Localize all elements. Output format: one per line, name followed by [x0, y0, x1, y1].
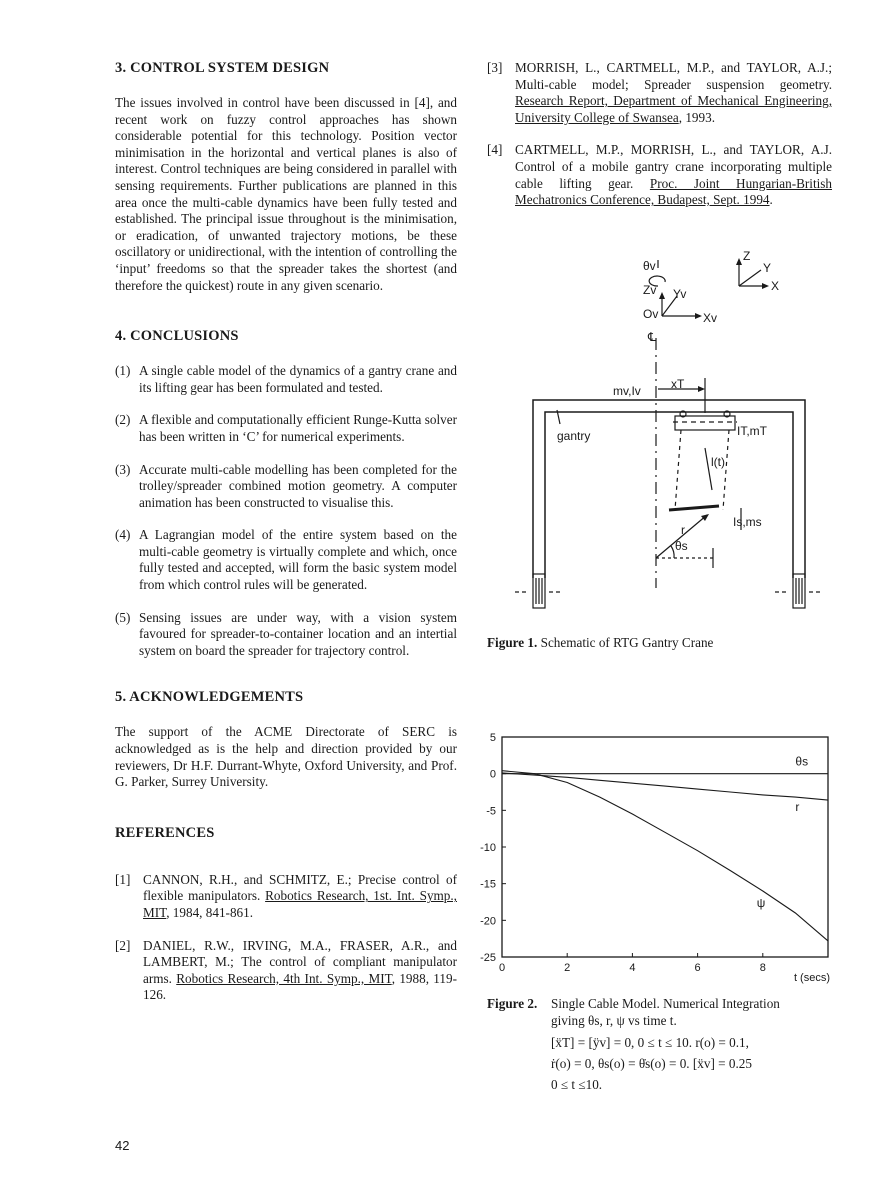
label-z: Z — [743, 249, 751, 263]
reference-authors-title: CANNON, R.H., and SCHMITZ, E.; Precise control of flexible manipulators. — [143, 871, 457, 904]
reference-text — [143, 938, 457, 1004]
xv-arrowhead — [695, 313, 702, 319]
series-label: r — [795, 800, 800, 815]
label-it-mt: IT,mT — [737, 424, 767, 438]
label-x: X — [771, 279, 780, 293]
label-theta-v: θv — [643, 259, 656, 273]
x-tick-label: 0 — [498, 962, 506, 974]
page-number: 42 — [115, 1138, 130, 1153]
x-tick-label: 4 — [629, 962, 636, 974]
section-paragraph: The support of the ACME Directorate of SERC is acknowledged as is the help and direction provided by our reviewers, Dr H.F. Durrant-Whyte, Oxford University, and Prof. G. Parker, Surrey University. — [115, 724, 457, 790]
plot-area — [480, 732, 830, 984]
y-axis-line — [739, 270, 761, 286]
label-yv: Yv — [673, 287, 687, 301]
item-number: (4) — [115, 527, 131, 543]
item-text: Accurate multi-cable modelling has been completed for the trolley/spreader combined motion geometry. A computer animation has been constructed to visualise this. — [139, 461, 457, 510]
y-tick-label: 5 — [489, 732, 496, 744]
label-is-ms: Is,ms — [733, 515, 762, 529]
item-text: Sensing issues are under way, with a vision system favoured for spreader-to-container location and an intertial system on board the spreader for trajectory control. — [139, 609, 457, 658]
reference-source: Robotics Research, 1st. Int. Symp., MIT — [143, 888, 457, 920]
x-tick-label: 8 — [759, 962, 766, 974]
plot-frame — [502, 737, 828, 957]
section-heading: REFERENCES — [115, 824, 215, 841]
zv-arrowhead — [659, 292, 665, 299]
caption-equation-line: ṙ(o) = 0, θs(o) = θ̇s(o) = 0. [ẍv] = 0.25 — [551, 1056, 752, 1071]
reference-item — [487, 142, 832, 208]
y-tick-label: 0 — [489, 768, 496, 781]
reference-source: Research Report, Department of Mechanical Engineering, University College of Swansea — [515, 93, 832, 125]
item-text: A Lagrangian model of the entire system based on the multi-cable geometry is virtually complete and which, once fully tested and accepted, will form the basic system model from which control rules will be generated. — [139, 527, 457, 593]
y-tick-label: -20 — [480, 915, 496, 928]
section-heading: 3. CONTROL SYSTEM DESIGN — [115, 60, 330, 76]
right-column — [487, 60, 832, 225]
label-mv-iv: mv,Iv — [613, 384, 641, 398]
reference-source: Proc. Joint Hungarian-British Mechatronics Conference, Budapest, Sept. 1994 — [515, 175, 833, 208]
reference-number: [1] — [115, 871, 131, 887]
spreader — [669, 506, 719, 510]
caption-equation-line: 0 ≤ t ≤10. — [551, 1077, 603, 1092]
y-tick-label: -10 — [480, 842, 496, 854]
item-text: A flexible and computationally efficient Runge-Kutta solver has been written in ‘C’ for numerical experiments. — [139, 412, 457, 444]
item-number: (1) — [115, 363, 131, 379]
caption-text: Schematic of RTG Gantry Crane — [540, 635, 714, 650]
reference-pages: , 1988, 119-126. — [143, 970, 457, 1003]
reference-authors-title: CARTMELL, M.P., MORRISH, L., and TAYLOR, A.J. Control of a mobile gantry crane incorporating multiple cable lifting gear. — [515, 142, 832, 191]
label-centre-line: ℄ — [648, 330, 656, 344]
left-column — [115, 60, 457, 1030]
list-item — [115, 527, 457, 593]
figure-2-caption — [487, 995, 832, 1093]
x-tick-label: 2 — [564, 962, 571, 974]
reference-text — [515, 142, 832, 208]
label-xt: xT — [671, 377, 685, 391]
figure-2-chart — [470, 725, 845, 985]
item-number: (3) — [115, 461, 131, 477]
section-heading: 4. CONCLUSIONS — [115, 328, 239, 345]
section-references — [115, 825, 457, 1004]
reference-number: [4] — [487, 142, 503, 158]
section-paragraph: The issues involved in control have been discussed in [4], and recent work on fuzzy control approaches has shown considerable potential for this technology. Position vector minimisation in the horizontal and vertical planes is also of interest. Control techniques are being considered in parallel with sensing requirements. Further publications are planned in this area once the multi-cable dynamics have been fully tested and established. The principal issue throughout is the minimisation, or eradication, of unwanted trajectory motions, be these oscillatory or unidirectional, with the intention of controlling the ‘input’ freedoms so that the spreader takes the shortest (and therefore the quickest) route in any given scenario. — [115, 95, 457, 293]
r-arrowhead — [701, 514, 709, 521]
y-tick-label: -5 — [486, 805, 496, 818]
reference-number: [3] — [487, 60, 503, 75]
reference-item — [487, 60, 832, 126]
list-item — [115, 610, 457, 660]
reference-authors-title: DANIEL, R.W., IRVING, M.A., FRASER, A.R., and LAMBERT, M.; The control of compliant manipulator arms. — [143, 937, 457, 986]
cable-left — [675, 430, 681, 510]
xt-arrowhead — [698, 386, 705, 392]
wheel-right-tread — [796, 578, 802, 604]
label-zv: Zv — [643, 283, 657, 297]
section-control-system-design — [115, 60, 457, 294]
label-y: Y — [763, 261, 772, 275]
y-tick-label: -15 — [480, 878, 496, 891]
series-line — [502, 773, 828, 800]
section-acknowledgements — [115, 689, 457, 790]
reference-pages: . — [769, 192, 773, 208]
label-lt: l(t) — [711, 455, 725, 469]
item-text: A single cable model of the dynamics of a gantry crane and its lifting gear has been formulated and tested. — [139, 363, 457, 395]
figure-1-caption — [487, 634, 832, 651]
label-r: r — [681, 523, 685, 537]
trolley — [675, 416, 735, 430]
figure-1-schematic — [505, 238, 825, 630]
x-axis-label: t (secs) — [793, 972, 830, 984]
caption-label: Figure 2. — [487, 996, 538, 1011]
x-arrowhead — [762, 283, 769, 289]
list-item — [115, 462, 457, 512]
label-gantry: gantry — [557, 429, 591, 443]
cable-right — [723, 430, 729, 510]
theta-s-arc — [671, 546, 674, 558]
list-item — [115, 363, 457, 396]
caption-text-line2: giving θs, r, ψ vs time t. — [551, 1013, 677, 1028]
series-label: θs — [795, 754, 809, 769]
caption-text: Single Cable Model. Numerical Integration — [551, 996, 780, 1011]
series-label: ψ — [756, 896, 766, 910]
label-ov: Ov — [643, 307, 659, 321]
reference-item — [115, 938, 457, 1004]
x-tick-label: 6 — [694, 962, 701, 974]
caption-label: Figure 1. — [487, 635, 538, 650]
reference-item — [115, 872, 457, 922]
label-xv: Xv — [703, 311, 718, 325]
caption-equation-line: [ẍT] = [ÿv] = 0, 0 ≤ t ≤ 10. r(o) = 0.1, — [551, 1035, 749, 1050]
reference-text — [515, 60, 832, 126]
reference-pages: , 1993. — [678, 109, 715, 125]
wheel-left-tread — [536, 578, 542, 604]
item-number: (5) — [115, 609, 131, 625]
item-number: (2) — [115, 412, 131, 428]
reference-number: [2] — [115, 937, 131, 953]
y-tick-label: -25 — [480, 952, 496, 964]
caption-line — [487, 995, 832, 1012]
z-arrowhead — [736, 258, 742, 265]
section-heading: 5. ACKNOWLEDGEMENTS — [115, 689, 304, 706]
reference-text — [143, 872, 457, 922]
label-theta-s: θs — [675, 539, 688, 553]
list-item — [115, 412, 457, 445]
reference-source: Robotics Research, 4th Int. Symp., MIT — [176, 970, 392, 986]
reference-pages: , 1984, 841-861. — [166, 905, 254, 920]
reference-authors-title: MORRISH, L., CARTMELL, M.P., and TAYLOR, A.J.; Multi-cable model; Spreader suspension geometry. — [515, 60, 832, 92]
section-conclusions — [115, 328, 457, 659]
